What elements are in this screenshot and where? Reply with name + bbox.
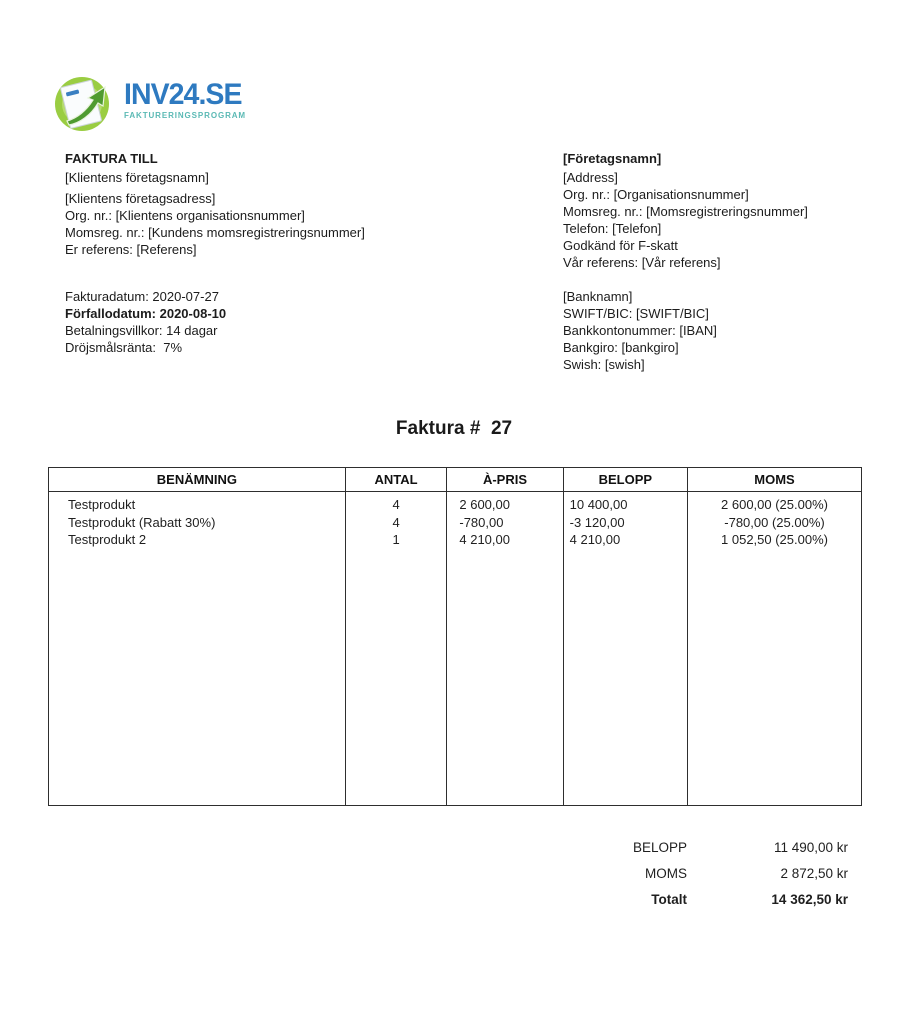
item-name: Testprodukt <box>68 497 136 512</box>
item-name: Testprodukt (Rabatt 30%) <box>68 514 216 530</box>
item-vat: 1 052,50 (25.00%) <box>721 532 828 547</box>
totals-row-belopp <box>450 834 848 860</box>
column-a-pris <box>447 492 563 806</box>
totals-section <box>450 834 848 912</box>
item-unit-price: 4 210,00 <box>459 532 510 547</box>
terms-block <box>65 288 395 356</box>
table-body-row <box>49 492 862 806</box>
bank-account-number: Bankkontonummer: [IBAN] <box>563 323 717 338</box>
bank-swish: Swish: [swish] <box>563 357 645 372</box>
column-belopp <box>563 492 687 806</box>
bank-name: [Banknamn] <box>563 289 633 304</box>
inv24-logo <box>52 74 248 134</box>
header-belopp: BELOPP <box>563 468 687 492</box>
totals-value: 2 872,50 kr <box>780 865 848 881</box>
company-vat-number: Momsreg. nr.: [Momsregistreringsnummer] <box>563 204 808 219</box>
totals-row-totalt <box>450 886 848 912</box>
due-date: Förfallodatum: 2020-08-10 <box>65 306 227 321</box>
item-amount: 4 210,00 <box>569 532 621 547</box>
invoice-items-table <box>48 467 862 806</box>
brand-name: INV24.SE <box>124 78 242 111</box>
column-moms <box>688 492 862 806</box>
item-qty: 1 <box>392 532 400 547</box>
company-org-number: Org. nr.: [Organisationsnummer] <box>563 187 749 202</box>
bill-to-heading: FAKTURA TILL <box>65 151 158 166</box>
client-company-name: [Klientens företagsnamn] <box>65 170 209 185</box>
brand-tagline: FAKTURERINGSPROGRAM <box>124 111 246 120</box>
header-a-pris: À-PRIS <box>447 468 563 492</box>
client-vat-number: Momsreg. nr.: [Kundens momsregistreringsnummer] <box>65 225 365 240</box>
totals-label: BELOPP <box>632 839 687 855</box>
bank-block <box>563 288 893 373</box>
document-arrow-icon <box>52 74 120 134</box>
client-org-number: Org. nr.: [Klientens organisationsnummer] <box>65 208 305 223</box>
company-block <box>563 150 893 271</box>
payment-terms: Betalningsvillkor: 14 dagar <box>65 323 218 338</box>
invoice-date: Fakturadatum: 2020-07-27 <box>65 289 219 304</box>
item-vat: 2 600,00 (25.00%) <box>721 497 828 512</box>
late-interest: Dröjsmålsränta: 7% <box>65 340 183 355</box>
header-moms: MOMS <box>688 468 862 492</box>
column-antal <box>345 492 447 806</box>
bank-bankgiro: Bankgiro: [bankgiro] <box>563 340 679 355</box>
table-header-row <box>49 468 862 492</box>
item-vat: -780,00 (25.00%) <box>724 514 825 530</box>
item-qty: 4 <box>392 497 400 512</box>
company-reference: Vår referens: [Vår referens] <box>563 255 721 270</box>
item-name: Testprodukt 2 <box>68 532 147 547</box>
item-amount: -3 120,00 <box>569 514 625 530</box>
company-f-tax: Godkänd för F-skatt <box>563 238 678 253</box>
item-unit-price: -780,00 <box>459 514 504 530</box>
company-name: [Företagsnamn] <box>563 151 662 166</box>
item-unit-price: 2 600,00 <box>459 497 510 512</box>
bank-swift: SWIFT/BIC: [SWIFT/BIC] <box>563 306 709 321</box>
column-benamning <box>49 492 346 806</box>
company-address: [Address] <box>563 170 618 185</box>
invoice-number-title: Faktura # 27 <box>395 418 513 439</box>
bill-to-block <box>65 150 425 258</box>
company-phone: Telefon: [Telefon] <box>563 221 662 236</box>
totals-label: MOMS <box>645 865 687 881</box>
client-address: [Klientens företagsadress] <box>65 191 216 206</box>
totals-value: 11 490,00 kr <box>773 839 848 855</box>
item-amount: 10 400,00 <box>569 497 628 512</box>
totals-label: Totalt <box>651 891 687 907</box>
header-antal: ANTAL <box>345 468 447 492</box>
client-reference: Er referens: [Referens] <box>65 242 197 257</box>
header-benamning: BENÄMNING <box>49 468 346 492</box>
logo-text <box>124 74 248 120</box>
totals-row-moms <box>450 860 848 886</box>
item-qty: 4 <box>392 514 400 530</box>
totals-value: 14 362,50 kr <box>771 891 848 907</box>
